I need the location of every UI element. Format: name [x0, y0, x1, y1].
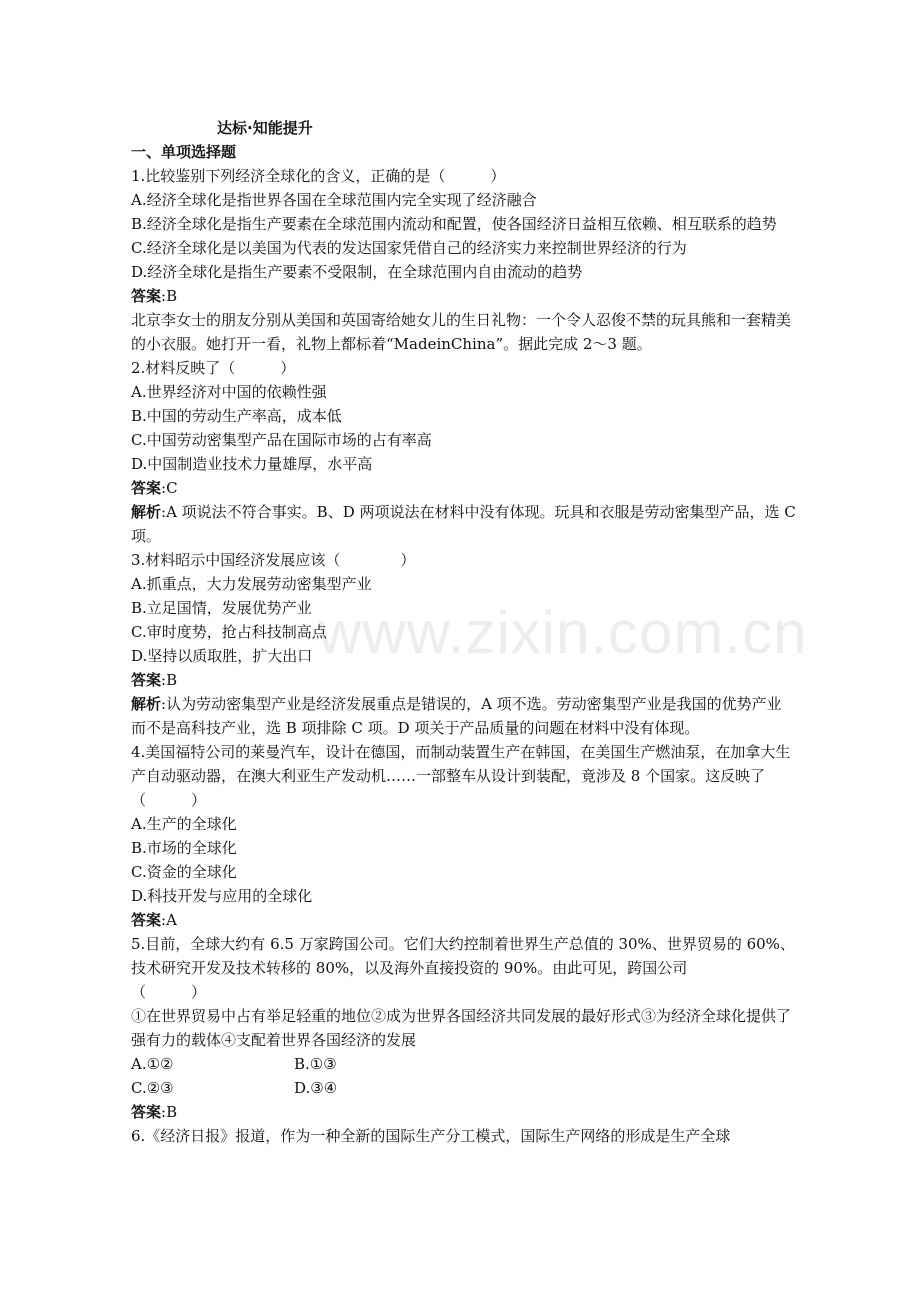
question-stem: 2.材料反映了（ ）	[131, 359, 296, 377]
answer-line	[131, 1100, 796, 1124]
option-c: C.资金的全球化	[131, 863, 237, 881]
analysis-paragraph	[131, 500, 796, 548]
option-c: C.审时度势，抢占科技制高点	[131, 623, 327, 641]
options-row	[131, 1076, 796, 1100]
option-d: D.③④	[294, 1079, 338, 1097]
question-6	[131, 1124, 796, 1148]
answer-line	[131, 908, 796, 932]
option-d: D.中国制造业技术力量雄厚，水平高	[131, 455, 373, 473]
analysis-text: :A 项说法不符合事实。B、D 两项说法在材料中没有体现。玩具和衣服是劳动密集型产品，选 C 项。	[131, 503, 796, 545]
answer-label: 答案	[131, 911, 162, 929]
answer-line	[131, 476, 796, 500]
section-heading: 一、单项选择题	[131, 143, 237, 161]
answer-value: :B	[161, 287, 178, 305]
option-a: A.抓重点，大力发展劳动密集型产业	[131, 575, 372, 593]
question-stem: 5.目前，全球大约有 6.5 万家跨国公司。它们大约控制着世界生产总值的 30%、世界贸易的 60%、技术研究开发及技术转移的 80%，以及海外直接投资的 90%。由此可见，跨国公司	[131, 935, 795, 977]
question-statements: ①在世界贸易中占有举足轻重的地位②成为世界各国经济共同发展的最好形式③为经济全球化提供了强有力的载体④支配着世界各国经济的发展	[131, 1007, 792, 1049]
answer-line	[131, 668, 796, 692]
question-stem: 4.美国福特公司的莱曼汽车，设计在德国，而制动装置生产在韩国，在美国生产燃油泵，在加拿大生产自动驱动器，在澳大利亚生产发动机……一部整车从设计到装配，竟涉及 8 个国家。这反映了（ ）	[131, 743, 791, 809]
option-b: B.中国的劳动生产率高，成本低	[131, 407, 342, 425]
option-a: A.世界经济对中国的依赖性强	[131, 383, 327, 401]
option-c: C.经济全球化是以美国为代表的发达国家凭借自己的经济实力来控制世界经济的行为	[131, 239, 687, 257]
question-stem: 6.《经济日报》报道，作为一种全新的国际生产分工模式，国际生产网络的形成是生产全球	[131, 1127, 731, 1145]
option-d: D.经济全球化是指生产要素不受限制，在全球范围内自由流动的趋势	[131, 263, 583, 281]
option-a: A.经济全球化是指世界各国在全球范围内完全实现了经济融合	[131, 191, 537, 209]
answer-line	[131, 284, 796, 308]
option-b: B.市场的全球化	[131, 839, 237, 857]
answer-value: :B	[161, 671, 178, 689]
material-paragraph: 北京李女士的朋友分别从美国和英国寄给她女儿的生日礼物：一个令人忍俊不禁的玩具熊和一套精美的小衣服。她打开一看，礼物上都标着“MadeinChina”。据此完成 2～3 题。	[131, 311, 792, 353]
option-d: D.科技开发与应用的全球化	[131, 887, 313, 905]
answer-label: 答案	[131, 671, 162, 689]
options-row	[131, 1052, 796, 1076]
document-body	[131, 116, 796, 1148]
option-c: C.②③	[131, 1079, 174, 1097]
analysis-text: :认为劳动密集型产业是经济发展重点是错误的，A 项不选。劳动密集型产业是我国的优势产业而不是高科技产业，选 B 项排除 C 项。D 项关于产品质量的问题在材料中没有体现。	[131, 695, 782, 737]
answer-value: :B	[161, 1103, 178, 1121]
option-b: B.①③	[294, 1055, 337, 1073]
analysis-paragraph	[131, 692, 796, 740]
analysis-label: 解析	[131, 503, 162, 521]
answer-label: 答案	[131, 287, 162, 305]
watermark: www.zixin.com.cn	[318, 599, 808, 666]
option-b: B.经济全球化是指生产要素在全球范围内流动和配置，使各国经济日益相互依赖、相互联系的趋势	[131, 215, 777, 233]
answer-value: :A	[161, 911, 177, 929]
question-3	[131, 548, 796, 740]
question-2	[131, 356, 796, 548]
option-a: A.生产的全球化	[131, 815, 237, 833]
question-1	[131, 164, 796, 308]
answer-label: 答案	[131, 1103, 162, 1121]
question-5	[131, 932, 796, 1124]
option-a: A.①②	[131, 1055, 174, 1073]
option-c: C.中国劳动密集型产品在国际市场的占有率高	[131, 431, 432, 449]
option-b: B.立足国情，发展优势产业	[131, 599, 312, 617]
analysis-label: 解析	[131, 695, 162, 713]
answer-value: :C	[161, 479, 178, 497]
option-d: D.坚持以质取胜，扩大出口	[131, 647, 313, 665]
question-stem: 3.材料昭示中国经济发展应该（ ）	[131, 551, 416, 569]
question-paren: （ ）	[131, 983, 207, 1001]
answer-label: 答案	[131, 479, 162, 497]
question-4	[131, 740, 796, 932]
page-title: 达标·知能提升	[217, 119, 313, 137]
question-stem: 1.比较鉴别下列经济全球化的含义，正确的是（ ）	[131, 167, 506, 185]
